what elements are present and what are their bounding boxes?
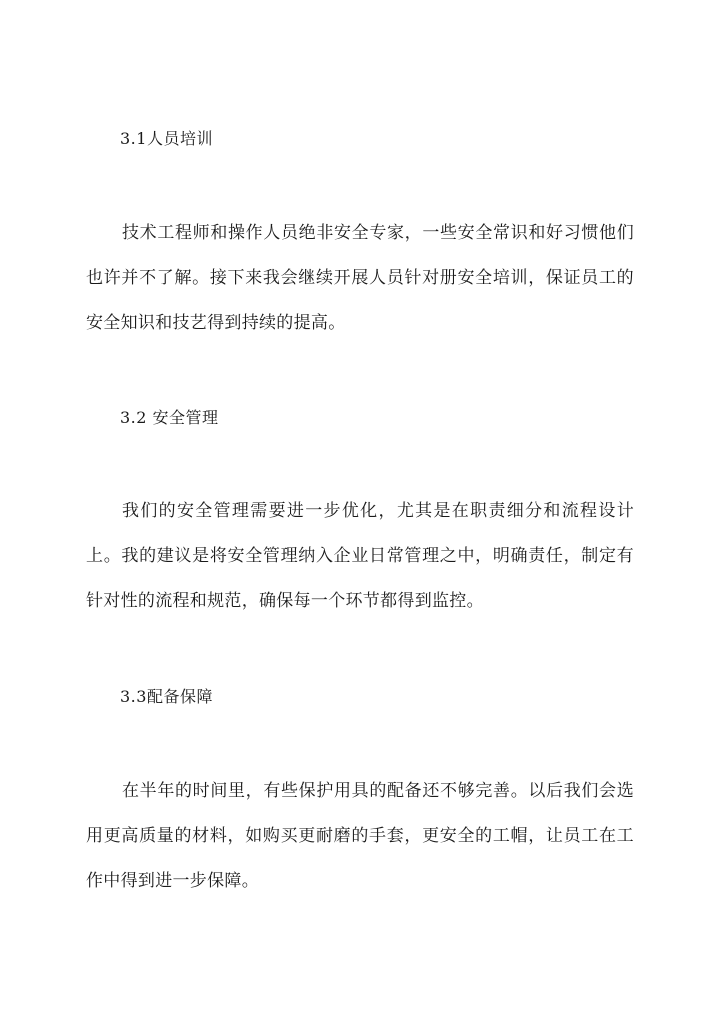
section-body-equipment-guarantee: 在半年的时间里，有些保护用具的配备还不够完善。以后我们会选用更高质量的材料，如购买更耐磨的手套，更安全的工帽，让员工在工作中得到进一步保障。 (86, 781, 634, 891)
section-body-personnel-training: 技术工程师和操作人员绝非安全专家，一些安全常识和好习惯他们也许并不了解。接下来我会继续开展人员针对册安全培训，保证员工的安全知识和技艺得到持续的提高。 (86, 223, 634, 333)
section-heading-personnel-training: 3.1人员培训 (120, 129, 213, 148)
section-heading-safety-management: 3.2 安全管理 (120, 408, 219, 427)
section-body-safety-management: 我们的安全管理需要进一步优化，尤其是在职责细分和流程设计上。我的建议是将安全管理纳入企业日常管理之中，明确责任，制定有针对性的流程和规范，确保每一个环节都得到监控。 (86, 501, 634, 611)
section-heading-equipment-guarantee: 3.3配备保障 (120, 687, 213, 706)
